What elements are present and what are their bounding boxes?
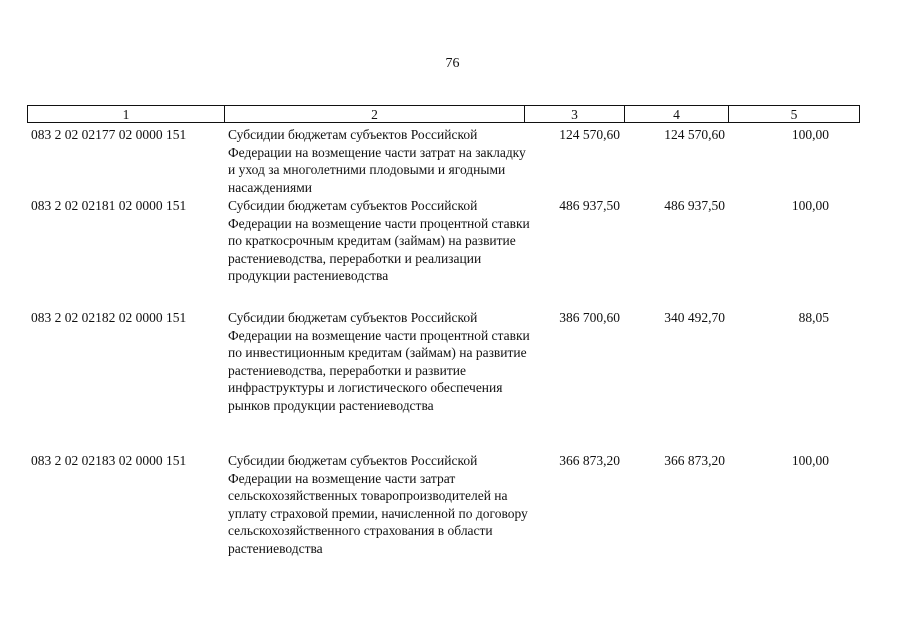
col3-value: 486 937,50 xyxy=(559,198,620,213)
header-col-5: 5 xyxy=(790,107,798,122)
budget-code: 083 2 02 02183 02 0000 151 xyxy=(31,453,187,468)
row-description: Субсидии бюджетам субъектов Российской Федерации на возмещение части затрат сельскохозяйственных товаропроизводителей на уплату страховой премии, начисленной по договору сельскохозяйственного страхования в области растениеводства xyxy=(228,453,528,556)
col4-value: 366 873,20 xyxy=(664,453,725,468)
col5-value: 88,05 xyxy=(798,310,829,325)
header-col-1: 1 xyxy=(28,106,225,122)
row-description: Субсидии бюджетам субъектов Российской Федерации на возмещение части процентной ставки по инвестиционным кредитам (займам) на развитие растениеводства, переработки и развитие инфраструктуры и логистического обеспечения рынков продукции растениеводства xyxy=(228,310,530,413)
col4-value: 486 937,50 xyxy=(664,198,725,213)
header-col-4: 4 xyxy=(625,106,729,122)
budget-code: 083 2 02 02182 02 0000 151 xyxy=(31,310,187,325)
header-col-2: 2 xyxy=(225,106,525,122)
col5-value: 100,00 xyxy=(791,453,829,468)
col4-value: 124 570,60 xyxy=(664,127,725,142)
header-col-3: 3 xyxy=(525,106,625,122)
budget-code: 083 2 02 02177 02 0000 151 xyxy=(31,127,187,142)
page-number: 76 xyxy=(445,56,460,71)
row-description: Субсидии бюджетам субъектов Российской Федерации на возмещение части процентной ставки по краткосрочным кредитам (займам) на развитие растениеводства, переработки и реализации продукции растениеводства xyxy=(228,198,530,283)
col3-value: 124 570,60 xyxy=(559,127,620,142)
col5-value: 100,00 xyxy=(791,127,829,142)
col3-value: 366 873,20 xyxy=(559,453,620,468)
col3-value: 386 700,60 xyxy=(559,310,620,325)
budget-code: 083 2 02 02181 02 0000 151 xyxy=(31,198,187,213)
row-description: Субсидии бюджетам субъектов Российской Федерации на возмещение части затрат на закладку и уход за многолетними плодовыми и ягодными насаждениями xyxy=(228,127,526,195)
table-header xyxy=(27,105,860,123)
col5-value: 100,00 xyxy=(791,198,829,213)
col4-value: 340 492,70 xyxy=(664,310,725,325)
